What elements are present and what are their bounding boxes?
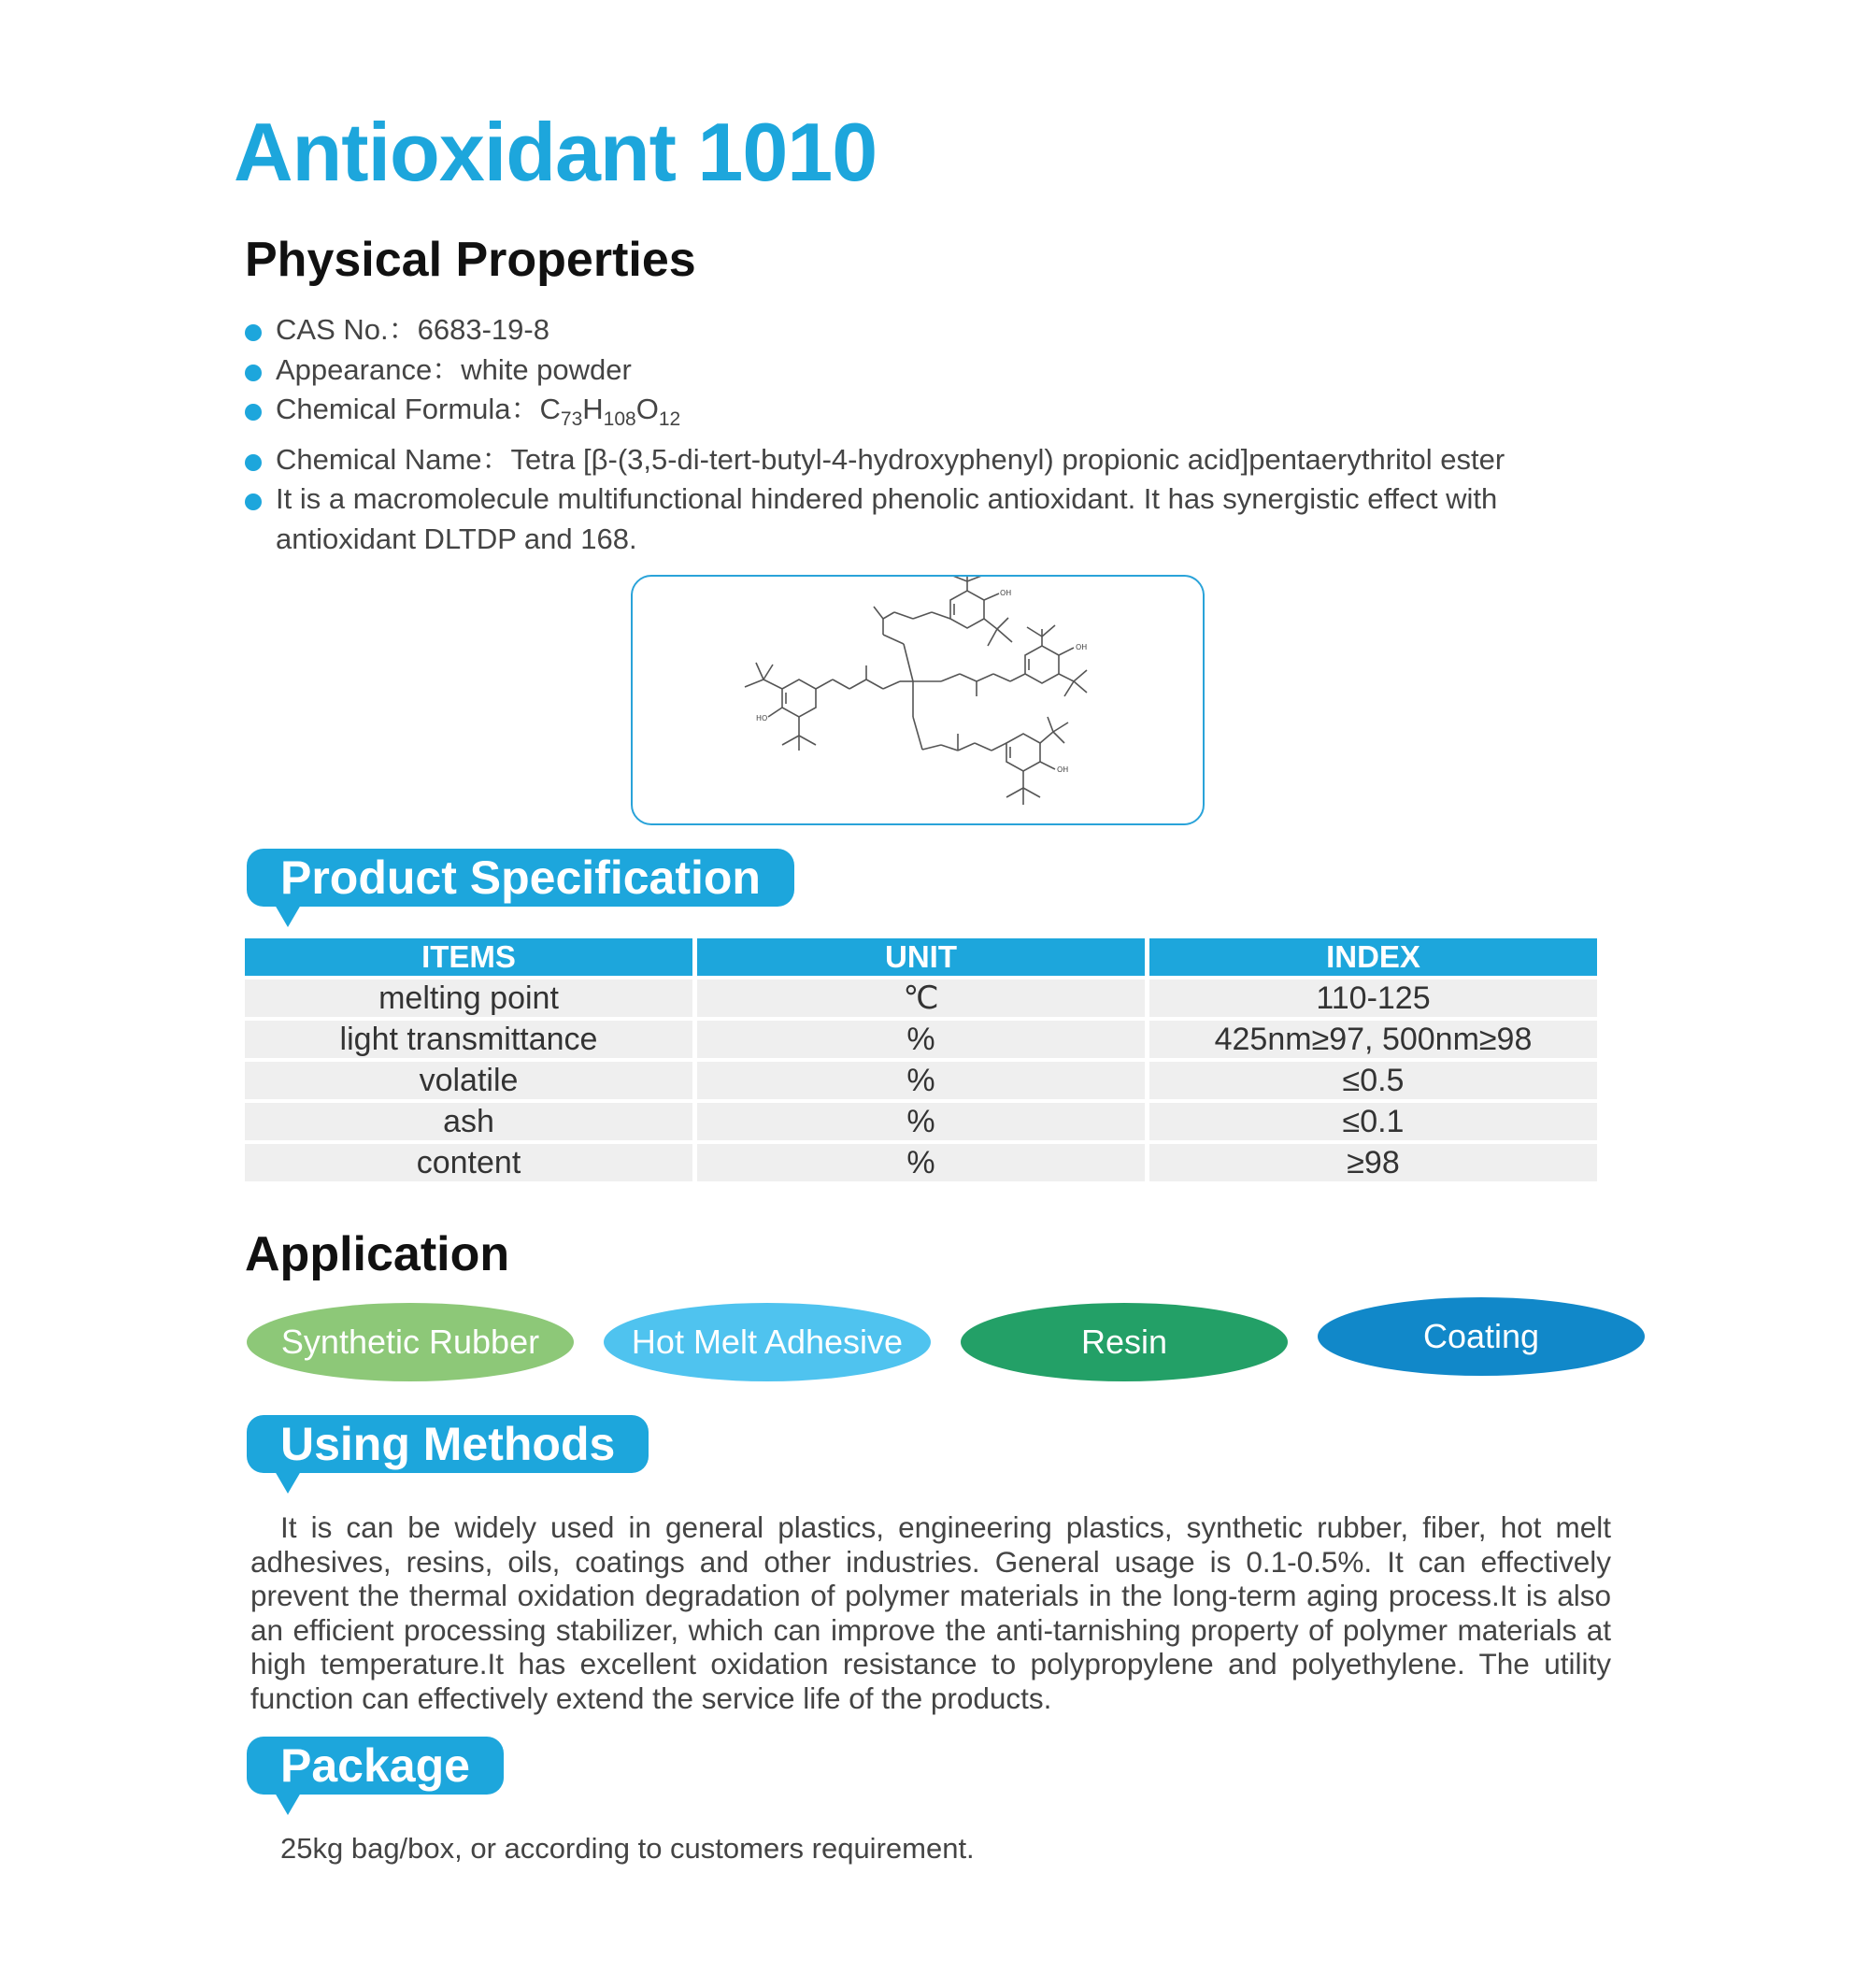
- bullet-icon: [245, 365, 262, 381]
- table-header-row: [245, 938, 1597, 976]
- tag-pointer: [275, 1793, 301, 1815]
- tag-pointer: [275, 1471, 301, 1494]
- page-title: Antioxidant 1010: [234, 106, 877, 198]
- using-methods-text: It is can be widely used in general plastics, engineering plastics, synthetic rubber, fiber, hot melt adhesives, resins, oils, coatings and other industries. General usage is 0.1-0.5%. It can effectively prevent the thermal oxidation degradation of polymer materials in the long-term aging process.It is also an efficient processing stabilizer, which can improve the anti-tarnishing property of polymer materials at high temperature.It has excellent oxidation resistance to polypropylene and polyethylene. The utility function can effectively extend the service life of the products.: [250, 1510, 1611, 1715]
- hydroxyl-label: OH: [1076, 643, 1088, 651]
- package-heading: Package: [280, 1739, 470, 1792]
- using-methods-tag: [247, 1415, 649, 1473]
- table-cell: light transmittance: [245, 1021, 692, 1058]
- property-value: 6683-19-8: [417, 313, 549, 346]
- table-cell: ≤0.1: [1149, 1103, 1597, 1140]
- property-formula: [245, 390, 1628, 440]
- application-synthetic-rubber: Synthetic Rubber: [247, 1303, 574, 1381]
- table-cell: ≥98: [1149, 1144, 1597, 1181]
- table-row: [245, 980, 1597, 1017]
- property-label: Chemical Formula：: [276, 393, 540, 425]
- product-specification-heading: Product Specification: [280, 851, 761, 904]
- table-cell: 110-125: [1149, 980, 1597, 1017]
- using-methods-heading: Using Methods: [280, 1418, 616, 1470]
- table-row: [245, 1021, 1597, 1058]
- table-cell: 425nm≥97, 500nm≥98: [1149, 1021, 1597, 1058]
- property-label: Chemical Name：: [276, 442, 511, 476]
- property-value: white powder: [461, 352, 632, 386]
- application-hot-melt-adhesive: Hot Melt Adhesive: [604, 1303, 931, 1381]
- bullet-icon: [245, 324, 262, 341]
- physical-properties-list: [245, 310, 1628, 559]
- hydroxyl-label: OH: [1000, 589, 1012, 597]
- table-cell: %: [697, 1021, 1145, 1058]
- specification-table: [240, 935, 1602, 1185]
- table-cell: ℃: [697, 980, 1145, 1017]
- hydroxyl-label: OH: [1057, 765, 1069, 774]
- physical-properties-heading: Physical Properties: [245, 233, 696, 287]
- property-label: CAS No.：: [276, 313, 418, 346]
- property-cas: [245, 310, 1628, 350]
- table-cell: content: [245, 1144, 692, 1181]
- table-row: [245, 1103, 1597, 1140]
- table-cell: %: [697, 1103, 1145, 1140]
- bullet-icon: [245, 493, 262, 510]
- column-header: ITEMS: [245, 938, 692, 976]
- column-header: UNIT: [697, 938, 1145, 976]
- table-cell: volatile: [245, 1062, 692, 1099]
- chemical-structure-diagram: [633, 577, 1202, 822]
- application-coating: Coating: [1318, 1297, 1645, 1376]
- property-chemical-name: [245, 440, 1628, 480]
- table-cell: ash: [245, 1103, 692, 1140]
- property-value: It is a macromolecule multifunctional hindered phenolic antioxidant. It has synergistic effect with antioxidant DLTDP and 168.: [276, 482, 1498, 555]
- table-cell: melting point: [245, 980, 692, 1017]
- application-heading: Application: [245, 1227, 510, 1281]
- product-specification-tag: [247, 849, 794, 907]
- application-resin: Resin: [961, 1303, 1288, 1381]
- bullet-icon: [245, 404, 262, 421]
- chemical-structure-frame: [631, 575, 1205, 825]
- property-value: Tetra [β-(3,5-di-tert-butyl-4-hydroxyphenyl) propionic acid]pentaerythritol ester: [510, 442, 1505, 476]
- package-text: 25kg bag/box, or according to customers requirement.: [280, 1832, 975, 1865]
- property-label: Appearance：: [276, 352, 462, 386]
- tag-pointer: [275, 905, 301, 927]
- property-value: $C_{73}H_{108}O_{12}$: [539, 393, 681, 431]
- table-cell: %: [697, 1144, 1145, 1181]
- table-row: [245, 1062, 1597, 1099]
- property-appearance: [245, 350, 1628, 391]
- bullet-icon: [245, 454, 262, 471]
- property-description: [245, 479, 1628, 559]
- package-tag: [247, 1737, 504, 1795]
- table-row: [245, 1144, 1597, 1181]
- table-cell: %: [697, 1062, 1145, 1099]
- table-cell: ≤0.5: [1149, 1062, 1597, 1099]
- column-header: INDEX: [1149, 938, 1597, 976]
- hydroxyl-label: HO: [756, 714, 768, 722]
